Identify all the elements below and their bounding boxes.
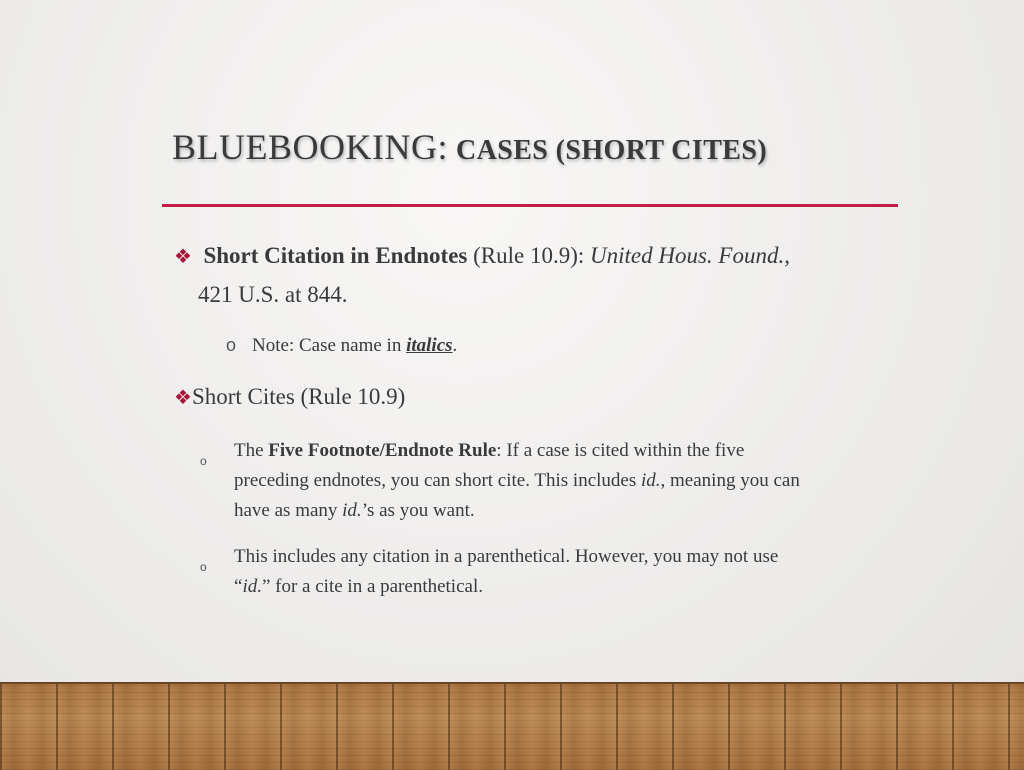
- parenthetical-rest: ” for a cite in a parenthetical.: [261, 576, 483, 597]
- five-footnote-line-1: [234, 436, 800, 466]
- l3-rest: ’s as you want.: [361, 500, 475, 521]
- point1-comma: ,: [784, 243, 790, 268]
- title-main: BLUEBOOKING:: [172, 127, 448, 167]
- l2-prefix: preceding endnotes, you can short cite. This includes: [234, 470, 641, 491]
- five-footnote-line-2: [234, 466, 800, 496]
- wood-grain: [0, 684, 1024, 770]
- wood-floor-decoration: [0, 682, 1024, 770]
- five-footnote-line-3: [234, 496, 800, 526]
- bullet-short-cites: [174, 384, 405, 410]
- parenthetical-id: id.: [242, 576, 262, 597]
- note-prefix: Note: Case name in: [252, 335, 407, 356]
- bullet-short-citation: [174, 243, 790, 269]
- l2-id: id.: [641, 470, 661, 491]
- five-footnote-text: [234, 436, 800, 526]
- diamond-bullet-icon: ❖: [174, 244, 192, 268]
- title-subtitle: CASES (SHORT CITES): [455, 135, 768, 166]
- point1-rule: (Rule 10.9):: [467, 243, 591, 268]
- point1-case-name: United Hous. Found.: [590, 243, 785, 268]
- title-divider: [162, 204, 898, 207]
- l1-prefix: The: [234, 440, 269, 461]
- l3-id: id.: [342, 500, 362, 521]
- l2-rest: , meaning you can: [660, 470, 800, 491]
- point2-text: Short Cites (Rule 10.9): [191, 384, 406, 409]
- note-suffix: .: [452, 335, 458, 356]
- circle-bullet-icon: o: [200, 454, 207, 468]
- five-footnote-rule-label: Five Footnote/Endnote Rule: [268, 440, 497, 461]
- circle-bullet-icon: o: [200, 560, 207, 574]
- diamond-bullet-icon: ❖: [174, 385, 192, 409]
- l3-prefix: have as many: [234, 500, 343, 521]
- circle-bullet-icon: o: [226, 335, 237, 355]
- sub-bullet-italics-note: [226, 335, 457, 357]
- parenthetical-text: [234, 542, 778, 602]
- note-emphasis: italics: [406, 335, 453, 356]
- l1-rest: : If a case is cited within the five: [496, 440, 745, 461]
- open-quote: “: [234, 576, 243, 597]
- parenthetical-line-1: This includes any citation in a parenthetical. However, you may not use: [234, 546, 779, 567]
- point1-label: Short Citation in Endnotes: [203, 243, 468, 268]
- parenthetical-line-2: [234, 572, 778, 602]
- point1-cite: 421 U.S. at 844.: [198, 282, 348, 307]
- slide-title: [172, 126, 767, 168]
